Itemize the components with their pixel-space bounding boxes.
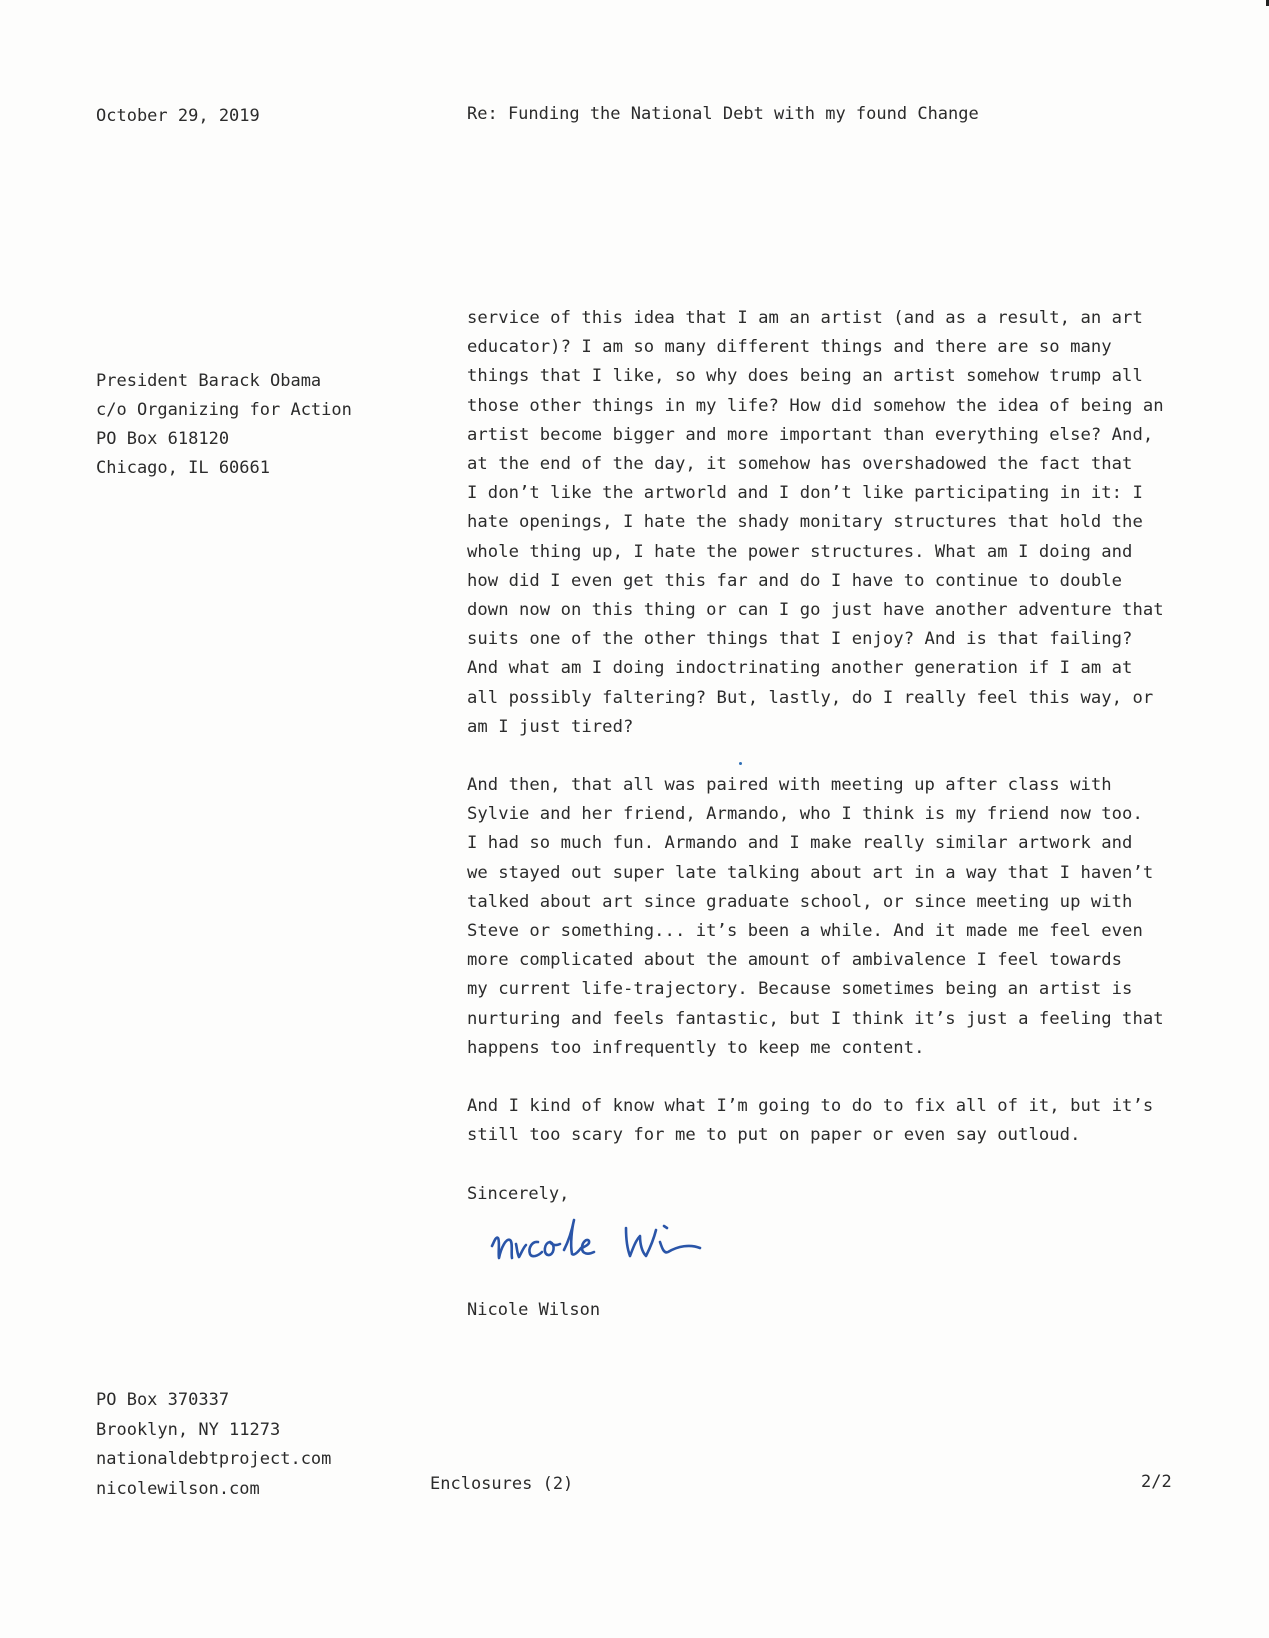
body-line: I had so much fun. Armando and I make really similar artwork and	[467, 833, 1133, 854]
body-line: And I kind of know what I’m going to do to fix all of it, but it’s	[467, 1096, 1154, 1117]
body-line: And what am I doing indoctrinating another generation if I am at	[467, 658, 1133, 679]
body-line: artist become bigger and more important than everything else? And,	[467, 424, 1154, 445]
body-line: all possibly faltering? But, lastly, do I really feel this way, or	[467, 687, 1154, 708]
body-line: my current life-trajectory. Because sometimes being an artist is	[467, 979, 1133, 1000]
letter-date: October 29, 2019	[96, 106, 260, 126]
footer-website: nationaldebtproject.com	[96, 1449, 332, 1469]
body-line: And then, that all was paired with meeting up after class with	[467, 775, 1112, 796]
footer-website: nicolewilson.com	[96, 1478, 260, 1499]
body-line: I don’t like the artworld and I don’t like participating in it: I	[467, 483, 1143, 504]
body-line: down now on this thing or can I go just have another adventure that	[467, 600, 1164, 621]
body-line: suits one of the other things that I enjoy? And is that failing?	[467, 629, 1133, 650]
body-line: happens too infrequently to keep me content.	[467, 1037, 925, 1058]
recipient-line: President Barack Obama	[96, 371, 322, 391]
body-line: whole thing up, I hate the power structures. What am I doing and	[467, 541, 1133, 562]
footer-address-line: Brooklyn, NY 11273	[96, 1419, 281, 1440]
body-line: service of this idea that I am an artist (and as a result, an art	[467, 308, 1143, 328]
ink-speck	[739, 762, 742, 765]
closing-salutation: Sincerely,	[467, 1184, 570, 1204]
body-line: talked about art since graduate school, or since meeting up with	[467, 891, 1133, 912]
letter-subject: Re: Funding the National Debt with my found Change	[467, 104, 979, 124]
body-line: Sylvie and her friend, Armando, who I think is my friend now too.	[467, 804, 1143, 825]
body-paragraph-1	[467, 304, 1177, 742]
footer-address	[96, 1386, 331, 1504]
enclosures-note: Enclosures (2)	[430, 1474, 574, 1494]
letter-body	[467, 304, 1177, 1179]
body-line: educator)? I am so many different things and there are so many	[467, 337, 1112, 358]
recipient-line: Chicago, IL 60661	[96, 458, 270, 478]
page-number: 2/2	[1141, 1472, 1172, 1492]
recipient-address	[96, 367, 352, 483]
body-line: nurturing and feels fantastic, but I think it’s just a feeling that	[467, 1008, 1164, 1029]
body-line: still too scary for me to put on paper or even say outloud.	[467, 1125, 1081, 1146]
signer-name: Nicole Wilson	[467, 1300, 601, 1320]
recipient-line: c/o Organizing for Action	[96, 400, 352, 420]
body-line: hate openings, I hate the shady monitary structures that hold the	[467, 512, 1143, 533]
recipient-line: PO Box 618120	[96, 429, 230, 449]
body-line: how did I even get this far and do I have to continue to double	[467, 570, 1123, 591]
body-paragraph-3	[467, 1092, 1177, 1150]
body-line: am I just tired?	[467, 716, 634, 737]
body-line: we stayed out super late talking about art in a way that I haven’t	[467, 862, 1154, 883]
body-line: at the end of the day, it somehow has overshadowed the fact that	[467, 454, 1133, 475]
body-line: those other things in my life? How did somehow the idea of being an	[467, 395, 1164, 416]
handwritten-signature	[486, 1208, 756, 1268]
body-line: more complicated about the amount of ambivalence I feel towards	[467, 950, 1123, 971]
body-paragraph-2	[467, 771, 1177, 1063]
body-line: Steve or something... it’s been a while. And it made me feel even	[467, 921, 1143, 942]
footer-address-line: PO Box 370337	[96, 1390, 230, 1410]
body-line: things that I like, so why does being an artist somehow trump all	[467, 366, 1143, 387]
